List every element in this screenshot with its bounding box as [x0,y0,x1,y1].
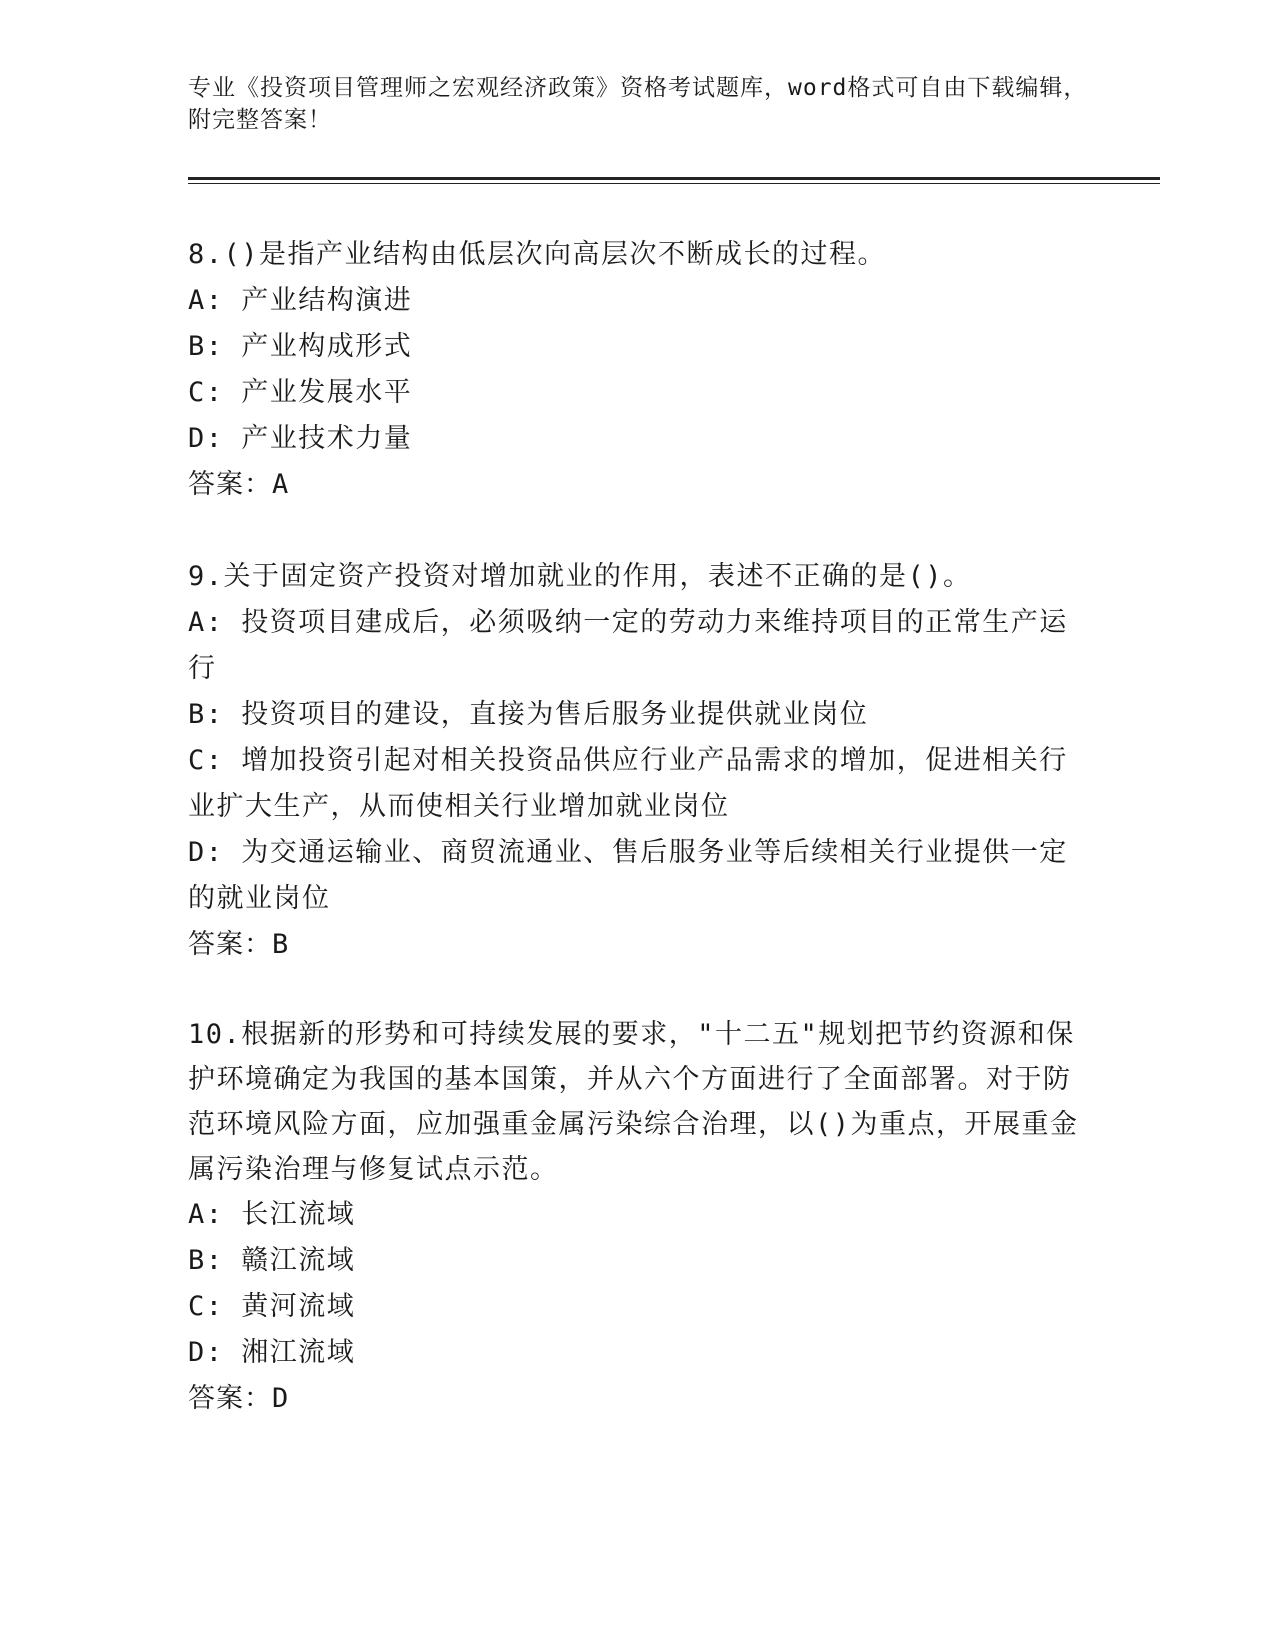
answer-line [188,922,1088,968]
answer-line [188,1376,1088,1422]
question-stem: 10.根据新的形势和可持续发展的要求，"十二五"规划把节约资源和保护环境确定为我国的基本国策，并从六个方面进行了全面部署。对于防范环境风险方面，应加强重金属污染综合治理，以()为重点，开展重金属污染治理与修复试点示范。 [188,1019,1079,1185]
option-b: B: 产业构成形式 [188,331,413,362]
option-a: A: 投资项目建成后，必须吸纳一定的劳动力来维持项目的正常生产运行 [188,607,1068,684]
header-divider-thin [188,183,1160,184]
option-d: D: 为交通运输业、商贸流通业、售后服务业等后续相关行业提供一定的就业岗位 [188,837,1068,914]
answer-label: 答案： [188,469,272,500]
answer-label: 答案： [188,929,272,960]
question-10 [188,1012,1088,1422]
option-d: D: 湘江流域 [188,1337,356,1368]
option-c: C: 黄河流域 [188,1291,356,1322]
question-stem: 8.()是指产业结构由低层次向高层次不断成长的过程。 [188,239,887,270]
header-divider-thick [188,177,1160,180]
option-c: C: 增加投资引起对相关投资品供应行业产品需求的增加，促进相关行业扩大生产，从而使相关行业增加就业岗位 [188,745,1068,822]
option-b: B: 赣江流域 [188,1245,356,1276]
option-d: D: 产业技术力量 [188,423,413,454]
option-a: A: 产业结构演进 [188,285,413,316]
answer-value: A [272,469,290,500]
question-stem: 9.关于固定资产投资对增加就业的作用，表述不正确的是()。 [188,561,972,592]
option-c: C: 产业发展水平 [188,377,413,408]
answer-line [188,462,1088,508]
question-9 [188,554,1088,968]
answer-value: B [272,929,290,960]
option-b: B: 投资项目的建设，直接为售后服务业提供就业岗位 [188,699,869,730]
question-8 [188,232,1088,508]
answer-label: 答案： [188,1383,272,1414]
answer-value: D [272,1383,290,1414]
option-a: A: 长江流域 [188,1199,356,1230]
document-header: 专业《投资项目管理师之宏观经济政策》资格考试题库，word格式可自由下载编辑，附完整答案！ [188,75,1088,133]
